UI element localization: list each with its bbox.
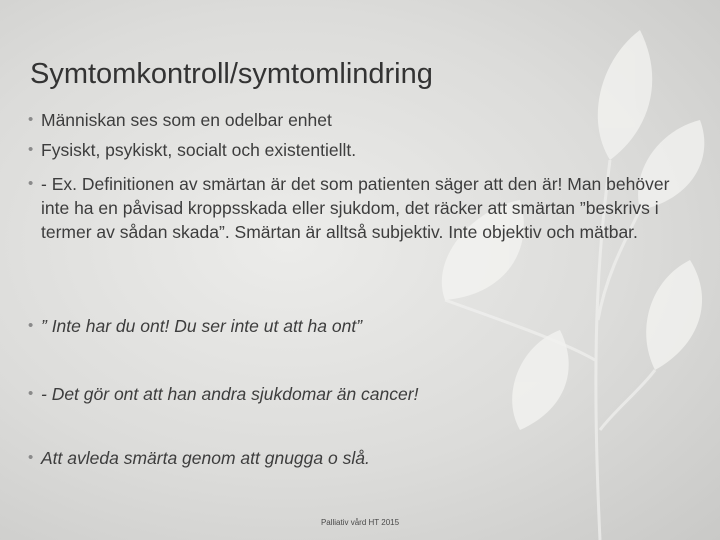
bullet-dot: •	[28, 317, 34, 334]
bullet-text: Fysiskt, psykiskt, socialt och existentiellt.	[41, 140, 357, 160]
bullet-dot: •	[28, 385, 34, 402]
bullet-item	[28, 138, 696, 162]
bullet-item	[28, 382, 696, 406]
bullet-dot: •	[28, 111, 34, 128]
bullet-dot: •	[28, 141, 34, 158]
bullet-item	[28, 172, 696, 244]
bullet-dot: •	[28, 449, 34, 466]
bullet-item	[28, 108, 696, 132]
bullet-dot: •	[28, 175, 34, 192]
bullet-text: - Det gör ont att han andra sjukdomar än cancer!	[41, 384, 419, 404]
leaf-shape	[512, 330, 569, 430]
bullet-text: - Ex. Definitionen av smärtan är det som patienten säger att den är! Man behöver inte ha en påvisad kroppsskada eller sjukdom, det räcker att smärtan ”beskrivs i termer av sådan skada”. Smärtan är alltså subjektiv. Inte objektiv och mätbar.	[41, 174, 670, 242]
bullet-item	[28, 314, 696, 338]
slide-title: Symtomkontroll/symtomlindring	[30, 58, 433, 90]
bullet-text: Människan ses som en odelbar enhet	[41, 110, 332, 130]
bullet-text: ” Inte har du ont! Du ser inte ut att ha ont”	[41, 316, 363, 336]
slide-footer: Palliativ vård HT 2015	[320, 518, 400, 527]
bullet-text: Att avleda smärta genom att gnugga o slå.	[41, 448, 370, 468]
bullet-item	[28, 446, 696, 470]
